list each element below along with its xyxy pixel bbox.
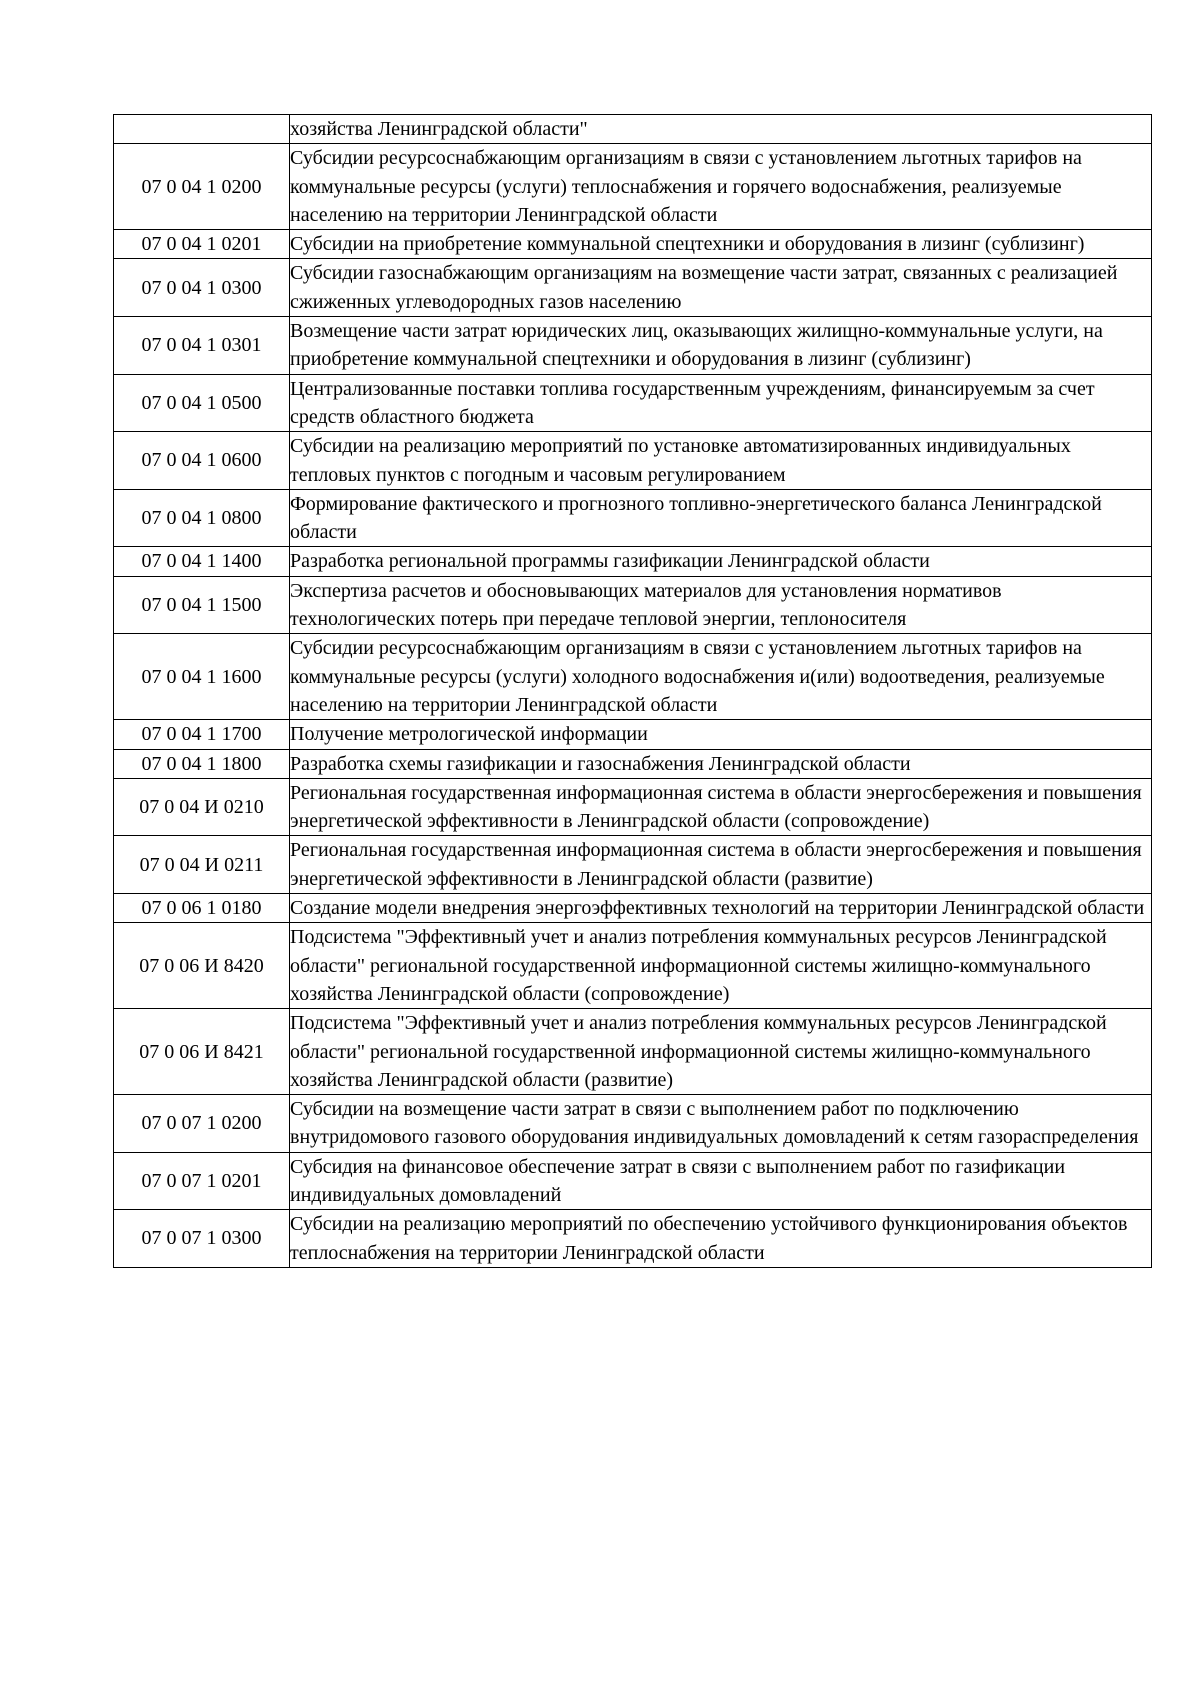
table-row <box>114 432 1152 490</box>
budget-code-cell: 07 0 07 1 0300 <box>114 1210 290 1268</box>
table-row <box>114 1152 1152 1210</box>
table-row <box>114 317 1152 375</box>
table-row <box>114 115 1152 144</box>
description-cell: Разработка схемы газификации и газоснабжения Ленинградской области <box>290 749 1152 778</box>
document-page <box>113 114 1152 1268</box>
budget-code-cell: 07 0 07 1 0201 <box>114 1152 290 1210</box>
description-cell: Региональная государственная информационная система в области энергосбережения и повышения энергетической эффективности в Ленинградской области (сопровождение) <box>290 778 1152 836</box>
table-body <box>114 115 1152 1268</box>
budget-code-cell: 07 0 04 1 0201 <box>114 230 290 259</box>
budget-code-cell: 07 0 04 И 0211 <box>114 836 290 894</box>
table-row <box>114 894 1152 923</box>
budget-code-cell: 07 0 06 И 8421 <box>114 1009 290 1095</box>
budget-code-cell: 07 0 04 И 0210 <box>114 778 290 836</box>
description-cell: Субсидии на возмещение части затрат в связи с выполнением работ по подключению внутридомового газового оборудования индивидуальных домовладений к сетям газораспределения <box>290 1095 1152 1153</box>
description-cell: Возмещение части затрат юридических лиц, оказывающих жилищно-коммунальные услуги, на приобретение коммунальной спецтехники и оборудования в лизинг (сублизинг) <box>290 317 1152 375</box>
description-cell: Региональная государственная информационная система в области энергосбережения и повышения энергетической эффективности в Ленинградской области (развитие) <box>290 836 1152 894</box>
description-cell: Субсидии на реализацию мероприятий по обеспечению устойчивого функционирования объектов теплоснабжения на территории Ленинградской области <box>290 1210 1152 1268</box>
description-cell: Подсистема "Эффективный учет и анализ потребления коммунальных ресурсов Ленинградской области" региональной государственной информационной системы жилищно-коммунального хозяйства Ленинградской области (сопровождение) <box>290 923 1152 1009</box>
table-row <box>114 259 1152 317</box>
table-row <box>114 778 1152 836</box>
description-cell: Экспертиза расчетов и обосновывающих материалов для установления нормативов технологических потерь при передаче тепловой энергии, теплоносителя <box>290 576 1152 634</box>
budget-code-cell: 07 0 04 1 1800 <box>114 749 290 778</box>
budget-code-cell: 07 0 04 1 1600 <box>114 634 290 720</box>
description-cell: Создание модели внедрения энергоэффективных технологий на территории Ленинградской области <box>290 894 1152 923</box>
description-cell: Разработка региональной программы газификации Ленинградской области <box>290 547 1152 576</box>
table-row <box>114 374 1152 432</box>
table-row <box>114 1095 1152 1153</box>
table-row <box>114 1009 1152 1095</box>
budget-code-cell: 07 0 04 1 0200 <box>114 144 290 230</box>
table-row <box>114 489 1152 547</box>
description-cell: Субсидии газоснабжающим организациям на возмещение части затрат, связанных с реализацией сжиженных углеводородных газов населению <box>290 259 1152 317</box>
budget-code-cell: 07 0 04 1 1500 <box>114 576 290 634</box>
budget-code-cell: 07 0 06 1 0180 <box>114 894 290 923</box>
table-row <box>114 547 1152 576</box>
table-row <box>114 634 1152 720</box>
table-row <box>114 749 1152 778</box>
budget-code-cell: 07 0 04 1 0301 <box>114 317 290 375</box>
budget-code-cell: 07 0 04 1 0600 <box>114 432 290 490</box>
budget-code-cell: 07 0 04 1 1400 <box>114 547 290 576</box>
budget-code-cell: 07 0 04 1 0500 <box>114 374 290 432</box>
budget-code-cell: 07 0 04 1 0800 <box>114 489 290 547</box>
table-row <box>114 576 1152 634</box>
description-cell: Централизованные поставки топлива государственным учреждениям, финансируемым за счет средств областного бюджета <box>290 374 1152 432</box>
budget-code-cell: 07 0 04 1 0300 <box>114 259 290 317</box>
table-row <box>114 1210 1152 1268</box>
description-cell: Субсидии ресурсоснабжающим организациям в связи с установлением льготных тарифов на коммунальные ресурсы (услуги) теплоснабжения и горячего водоснабжения, реализуемые населению на территории Ленинградской области <box>290 144 1152 230</box>
description-cell: хозяйства Ленинградской области" <box>290 115 1152 144</box>
description-cell: Формирование фактического и прогнозного топливно-энергетического баланса Ленинградской области <box>290 489 1152 547</box>
budget-code-cell: 07 0 04 1 1700 <box>114 720 290 749</box>
table-row <box>114 836 1152 894</box>
table-row <box>114 923 1152 1009</box>
description-cell: Субсидия на финансовое обеспечение затрат в связи с выполнением работ по газификации индивидуальных домовладений <box>290 1152 1152 1210</box>
description-cell: Субсидии на приобретение коммунальной спецтехники и оборудования в лизинг (сублизинг) <box>290 230 1152 259</box>
description-cell: Субсидии ресурсоснабжающим организациям в связи с установлением льготных тарифов на коммунальные ресурсы (услуги) холодного водоснабжения и(или) водоотведения, реализуемые населению на территории Ленинградской области <box>290 634 1152 720</box>
description-cell: Субсидии на реализацию мероприятий по установке автоматизированных индивидуальных тепловых пунктов с погодным и часовым регулированием <box>290 432 1152 490</box>
table-row <box>114 230 1152 259</box>
budget-code-cell: 07 0 06 И 8420 <box>114 923 290 1009</box>
budget-code-cell: 07 0 07 1 0200 <box>114 1095 290 1153</box>
budget-code-cell <box>114 115 290 144</box>
budget-codes-table <box>113 114 1152 1268</box>
table-row <box>114 144 1152 230</box>
description-cell: Получение метрологической информации <box>290 720 1152 749</box>
description-cell: Подсистема "Эффективный учет и анализ потребления коммунальных ресурсов Ленинградской области" региональной государственной информационной системы жилищно-коммунального хозяйства Ленинградской области (развитие) <box>290 1009 1152 1095</box>
table-row <box>114 720 1152 749</box>
